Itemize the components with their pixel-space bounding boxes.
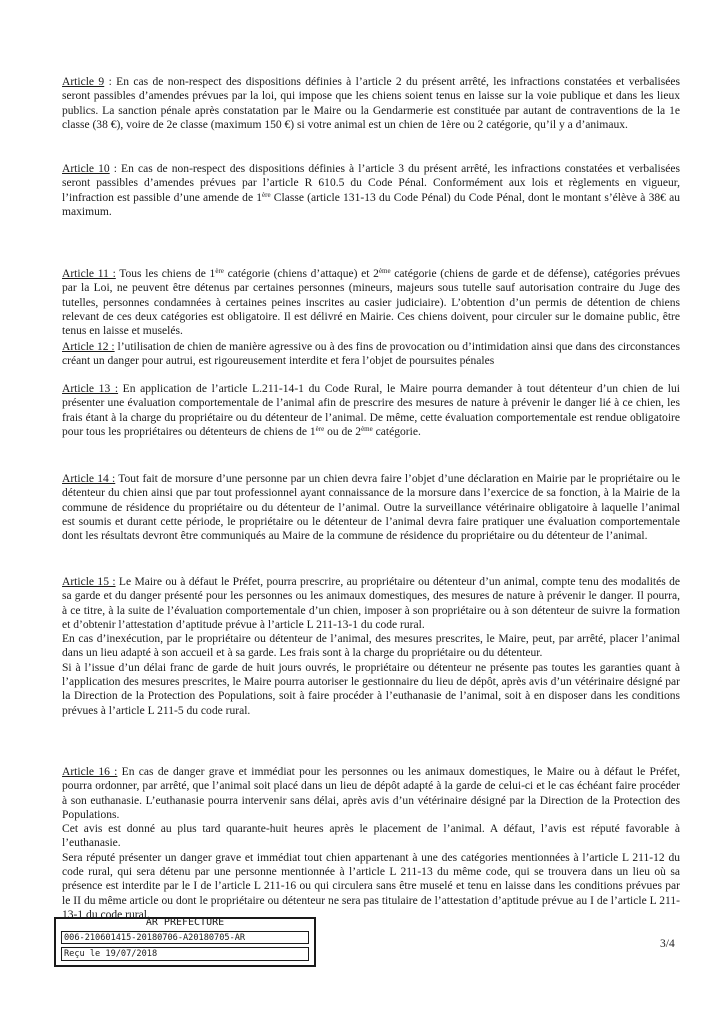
article-10-superscript: ère	[262, 190, 271, 199]
article-11-label: Article 11 :	[62, 268, 116, 280]
article-11-superscript-2: ème	[378, 267, 391, 275]
article-10-label: Article 10	[62, 163, 110, 175]
article-15-label: Article 15 :	[62, 576, 116, 588]
article-15-paragraph-1: Le Maire ou à défaut le Préfet, pourra prescrire, au propriétaire ou détenteur d’un animal, compte tenu des modalités de sa garde et du danger présenté pour les personnes ou les animaux domestiques, des mesures de nature à prévenir le danger. Il pourra, à ce titre, à la suite de l’évaluation comportementale d’un chien, imposer à son propriétaire ou à son détenteur de suivre la formation et d’obtenir l’attestation d’aptitude prévue à l’article L 211-13-1 du code rural.	[62, 576, 680, 631]
article-12-text: l’utilisation de chien de manière agressive ou à des fins de provocation ou d’intimidation ainsi que dans des circonstances créant un danger pour autrui, est rigoureusement interdite et fera l’objet de poursuites pénales	[62, 341, 680, 368]
page-number: 3/4	[660, 938, 675, 950]
article-13	[62, 382, 680, 439]
article-16-label: Article 16 :	[62, 766, 118, 778]
article-13-text-3: catégorie.	[372, 425, 421, 438]
article-10-text-1: : En cas de non-respect des dispositions définies à l’article 3 du présent arrêté, les infractions constatées et verbalisées seront passibles d’amendes prévues par l’article R 610.5 du Code Pénal. Conformément aux lois et règlements en vigueur, l’infraction est passible d’une amende de 1	[62, 163, 680, 204]
article-16-paragraph-3: Sera réputé présenter un danger grave et immédiat tout chien appartenant à une des catégories mentionnées à l’article L 211-12 du code rural, qui sera détenu par une personne mentionnée à l’article L 211-13 du même code, qui se trouvera dans un lieu où sa présence est interdite par le I de l’article L 211-16 ou qui circulera sans être muselé et tenu en laisse dans les conditions prévues par le II du même article ou dont le propriétaire ou détenteur ne sera pas titulaire de l’attestation d’aptitude prévue au I de l’article L 211-13-1 du code rural.	[62, 851, 680, 921]
article-10	[62, 162, 680, 219]
stamp-reference: 006-210601415-20180706-A20180705-AR	[61, 931, 309, 944]
stamp-title: AR PREFECTURE	[145, 917, 225, 928]
article-13-label: Article 13 :	[62, 383, 119, 395]
article-11-superscript-1: ère	[215, 267, 224, 275]
article-9-label: Article 9	[62, 76, 105, 88]
article-12-label: Article 12 :	[62, 341, 115, 353]
article-15	[62, 575, 680, 718]
article-13-superscript-2: ème	[361, 424, 373, 433]
article-9-text: : En cas de non-respect des dispositions définies à l’article 2 du présent arrêté, les infractions constatées et verbalisées seront passibles d’amendes prévues par la loi, qui impose que les chiens soient tenus en laisse sur la voie publique et dans les lieux publics. La sanction pénale après constatation par le Maire ou la Gendarmerie est constituée par autant de contraventions de la 1e classe (38 €), voire de 2e classe (maximum 150 €) si votre animal est un chien de 1ère ou 2 catégorie, qu’il y a d’animaux.	[62, 76, 680, 131]
article-11-text-3: catégorie (chiens de garde et de défense), catégories prévues par la Loi, ne peuvent être détenus par certaines personnes (mineurs, majeurs sous tutelle sauf autorisation contraire du Juge des tutelles, personnes condamnées à certaines peines inscrites au casier judiciaire). L’obtention d’un permis de détention de chiens relevant de ces deux catégories est obligatoire. Il est délivré en Mairie. Ces chiens doivent, pour circuler sur le domaine public, être tenus en laisse et muselés.	[62, 268, 680, 338]
article-16-paragraph-2: Cet avis est donné au plus tard quarante-huit heures après le placement de l’animal. A défaut, l’avis est réputé favorable à l’euthanasie.	[62, 823, 680, 850]
article-13-text-2: ou de 2	[324, 425, 362, 438]
article-15-paragraph-3: Si à l’issue d’un délai franc de garde de huit jours ouvrés, le propriétaire ou détenteur ne présente pas toutes les garanties quant à l’application des mesures prescrites, le Maire pourra autoriser le gestionnaire du lieu de dépôt, après avis d’un vétérinaire désigné par la Direction de la Protection des Populations, soit à faire procéder à l’euthanasie de l’animal, soit à en disposer dans les conditions prévues à l’article L 211-5 du code rural.	[62, 661, 680, 717]
article-13-text-1: En application de l’article L.211-14-1 du Code Rural, le Maire pourra demander à tout détenteur d’un chien de lui présenter une évaluation comportementale de l’animal afin de prescrire des mesures de nature à prévenir le danger lié à ce chien, les frais étant à la charge du propriétaire ou du détenteur de l’animal. De même, cette évaluation comportementale est rendue obligatoire pour tous les propriétaires ou détenteurs de chiens de 1	[62, 383, 680, 438]
prefecture-receipt-stamp	[54, 917, 316, 967]
article-12	[62, 340, 680, 369]
article-10-text-2: Classe (article 131-13 du Code Pénal) du Code Pénal, dont le montant s’élève à 38€ au maximum.	[62, 191, 680, 218]
article-15-paragraph-2: En cas d’inexécution, par le propriétaire ou détenteur de l’animal, des mesures prescrites, le Maire, peut, par arrêté, placer l’animal dans un lieu adapté à son accueil et à sa garde. Les frais sont à la charge du propriétaire ou du détenteur.	[62, 633, 680, 660]
article-13-superscript-1: ère	[315, 424, 325, 433]
article-16-paragraph-1: En cas de danger grave et immédiat pour les personnes ou les animaux domestiques, le Maire ou à défaut le Préfet, pourra ordonner, par arrêté, que l’animal soit placé dans un lieu de dépôt adapté à la garde de celui-ci et le cas échéant faire procéder à son euthanasie. L’euthanasie pourra intervenir sans délai, après avis d’un vétérinaire désigné par la Direction de la Protection des Populations.	[62, 766, 680, 821]
article-11-text-1: Tous les chiens de 1	[115, 268, 216, 280]
article-14-text: Tout fait de morsure d’une personne par un chien devra faire l’objet d’une déclaration en Mairie par le propriétaire ou le détenteur du chien ainsi que par tout professionnel ayant connaissance de la morsure dans l’exercice de sa fonction, à la Mairie de la commune de résidence du propriétaire ou du détenteur de l’animal. Outre la surveillance vétérinaire obligatoire à laquelle l’animal est soumis et durant cette période, le propriétaire ou le détenteur de l’animal devra faire pratiquer une évaluation comportementale dont les résultats devront être communiqués au Maire de la commune de résidence du propriétaire ou du détenteur de l’animal.	[62, 473, 680, 543]
article-14	[62, 472, 680, 543]
article-16	[62, 765, 680, 922]
article-9	[62, 75, 680, 132]
article-14-label: Article 14 :	[62, 473, 116, 485]
article-11	[62, 267, 680, 338]
stamp-received-date: Reçu le 19/07/2018	[61, 947, 309, 961]
article-11-text-2: catégorie (chiens d’attaque) et 2	[223, 268, 379, 280]
